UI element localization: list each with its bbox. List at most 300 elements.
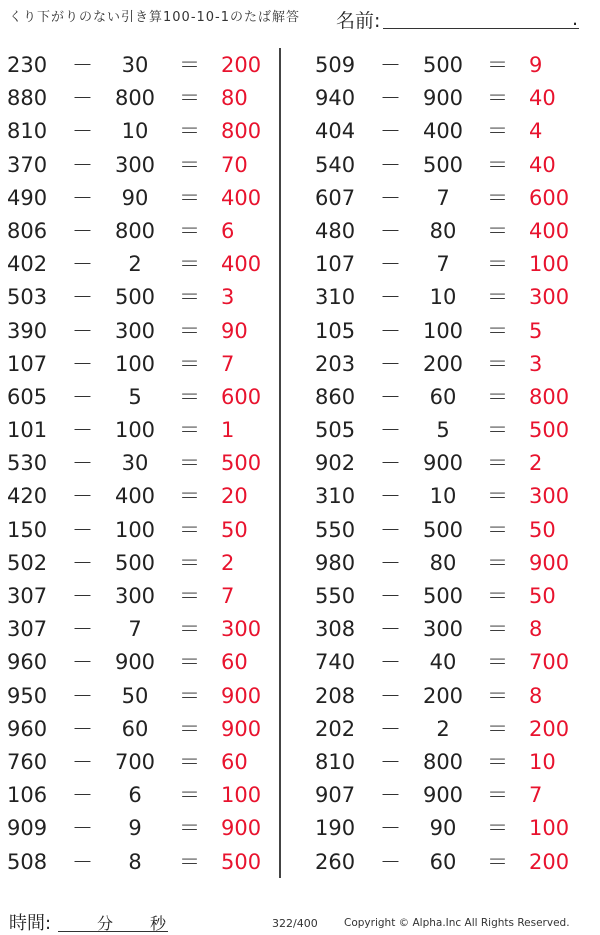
answer: 900 xyxy=(529,550,570,575)
answer: 50 xyxy=(529,584,556,608)
answer: 70 xyxy=(221,152,248,177)
equals-sign: ＝ xyxy=(179,252,200,277)
problem-row xyxy=(0,712,270,745)
problem-row xyxy=(0,413,270,446)
subtrahend: 500 xyxy=(114,285,156,310)
minuend: 310 xyxy=(315,484,356,509)
subtrahend: 300 xyxy=(114,318,156,343)
equals-sign: ＝ xyxy=(179,650,200,675)
answer: 500 xyxy=(529,418,570,443)
minus-sign: － xyxy=(380,451,401,476)
minuend: 307 xyxy=(7,617,48,642)
minus-sign: － xyxy=(72,517,93,542)
minus-sign: － xyxy=(380,617,401,642)
subtrahend: 10 xyxy=(429,484,457,509)
problem-row xyxy=(0,380,270,413)
problem-row xyxy=(0,645,270,678)
equals-sign: ＝ xyxy=(179,218,200,243)
answer: 100 xyxy=(221,783,262,808)
equals-sign: ＝ xyxy=(487,517,508,542)
answer: 500 xyxy=(221,451,262,476)
minuend: 105 xyxy=(315,318,356,343)
minuend: 980 xyxy=(315,550,356,575)
answer: 900 xyxy=(221,816,262,841)
answer: 900 xyxy=(221,716,262,741)
minuend: 950 xyxy=(7,683,48,708)
answer: 4 xyxy=(529,119,543,144)
subtrahend: 800 xyxy=(114,218,156,243)
answer: 500 xyxy=(221,849,262,874)
minus-sign: － xyxy=(380,185,401,210)
answer: 1 xyxy=(221,418,235,443)
minus-sign: － xyxy=(380,584,401,608)
equals-sign: ＝ xyxy=(487,584,508,608)
equals-sign: ＝ xyxy=(179,418,200,443)
equals-sign: ＝ xyxy=(179,384,200,409)
subtrahend: 40 xyxy=(429,650,457,675)
name-end-mark: . xyxy=(572,8,579,30)
minus-sign: － xyxy=(380,53,401,77)
problem-row xyxy=(0,778,270,811)
equals-sign: ＝ xyxy=(179,86,200,111)
minus-sign: － xyxy=(380,418,401,443)
minuend: 107 xyxy=(315,252,356,277)
problem-row xyxy=(0,280,270,313)
equals-sign: ＝ xyxy=(179,617,200,642)
minuend: 810 xyxy=(7,119,48,144)
subtrahend: 30 xyxy=(121,53,149,77)
equals-sign: ＝ xyxy=(179,716,200,741)
subtrahend: 50 xyxy=(121,683,149,708)
subtrahend: 800 xyxy=(114,86,156,111)
minuend: 150 xyxy=(7,517,48,542)
minus-sign: － xyxy=(72,218,93,243)
minus-sign: － xyxy=(72,86,93,111)
minuend: 740 xyxy=(315,650,356,675)
subtrahend: 90 xyxy=(121,185,149,210)
subtrahend: 2 xyxy=(436,716,450,741)
minus-sign: － xyxy=(72,384,93,409)
problem-row xyxy=(0,148,270,181)
minus-sign: － xyxy=(380,218,401,243)
problem-row xyxy=(0,81,270,114)
subtrahend: 9 xyxy=(128,816,142,841)
subtrahend: 30 xyxy=(121,451,149,476)
minutes-label: 分 xyxy=(97,914,114,933)
problem-row xyxy=(0,247,270,280)
problem-row xyxy=(308,546,578,579)
equals-sign: ＝ xyxy=(487,384,508,409)
answer: 700 xyxy=(529,650,570,675)
minus-sign: － xyxy=(72,185,93,210)
equals-sign: ＝ xyxy=(179,285,200,310)
problem-row xyxy=(0,679,270,712)
problem-row xyxy=(308,645,578,678)
answer: 6 xyxy=(221,218,235,243)
subtrahend: 10 xyxy=(429,285,457,310)
minuend: 402 xyxy=(7,252,48,277)
minuend: 480 xyxy=(315,218,356,243)
subtrahend: 800 xyxy=(422,749,464,774)
seconds-label: 秒 xyxy=(150,914,167,933)
subtrahend: 5 xyxy=(436,418,450,443)
minuend: 880 xyxy=(7,86,48,111)
minuend: 940 xyxy=(315,86,356,111)
answer: 40 xyxy=(529,152,556,177)
minuend: 607 xyxy=(315,185,356,210)
minus-sign: － xyxy=(380,252,401,277)
answer: 50 xyxy=(529,517,556,542)
answer: 400 xyxy=(221,185,262,210)
minuend: 502 xyxy=(7,550,48,575)
minus-sign: － xyxy=(380,783,401,808)
problem-row xyxy=(308,81,578,114)
minus-sign: － xyxy=(72,849,93,874)
problem-row xyxy=(0,811,270,844)
problem-row xyxy=(308,778,578,811)
minus-sign: － xyxy=(380,550,401,575)
minuend: 508 xyxy=(7,849,48,874)
problem-row xyxy=(0,612,270,645)
minus-sign: － xyxy=(72,285,93,310)
problem-row xyxy=(308,745,578,778)
answer: 200 xyxy=(529,849,570,874)
minuend: 101 xyxy=(7,418,48,443)
subtrahend: 200 xyxy=(422,351,464,376)
subtrahend: 200 xyxy=(422,683,464,708)
minus-sign: － xyxy=(380,484,401,509)
answer: 60 xyxy=(221,650,248,675)
name-area xyxy=(336,6,579,33)
equals-sign: ＝ xyxy=(487,185,508,210)
minuend: 490 xyxy=(7,185,48,210)
answer: 50 xyxy=(221,517,248,542)
minuend: 308 xyxy=(315,617,356,642)
minus-sign: － xyxy=(72,584,93,608)
minus-sign: － xyxy=(380,318,401,343)
problem-row xyxy=(0,347,270,380)
problems-right-column xyxy=(308,48,578,878)
problem-row xyxy=(308,280,578,313)
minus-sign: － xyxy=(380,849,401,874)
answer: 3 xyxy=(221,285,235,310)
minuend: 260 xyxy=(315,849,356,874)
minus-sign: － xyxy=(72,716,93,741)
subtrahend: 5 xyxy=(128,384,142,409)
minuend: 404 xyxy=(315,119,356,144)
page-count: 322/400 xyxy=(272,917,318,930)
minuend: 503 xyxy=(7,285,48,310)
problem-row xyxy=(308,413,578,446)
equals-sign: ＝ xyxy=(487,218,508,243)
problem-row xyxy=(308,380,578,413)
problem-row xyxy=(308,181,578,214)
minus-sign: － xyxy=(380,517,401,542)
minus-sign: － xyxy=(72,318,93,343)
column-divider xyxy=(279,48,281,878)
minuend: 909 xyxy=(7,816,48,841)
equals-sign: ＝ xyxy=(179,816,200,841)
answer: 200 xyxy=(221,53,262,77)
minus-sign: － xyxy=(72,749,93,774)
minus-sign: － xyxy=(380,119,401,144)
minus-sign: － xyxy=(380,816,401,841)
problem-row xyxy=(308,579,578,612)
answer: 8 xyxy=(529,683,543,708)
name-field[interactable] xyxy=(383,28,579,29)
problem-row xyxy=(308,811,578,844)
answer: 400 xyxy=(221,252,262,277)
problem-row xyxy=(0,513,270,546)
equals-sign: ＝ xyxy=(487,849,508,874)
worksheet-title: くり下がりのない引き算100-10-1のたば解答 xyxy=(9,10,301,25)
minuend: 810 xyxy=(315,749,356,774)
equals-sign: ＝ xyxy=(487,252,508,277)
minus-sign: － xyxy=(72,152,93,177)
minus-sign: － xyxy=(72,351,93,376)
minuend: 540 xyxy=(315,152,356,177)
answer: 7 xyxy=(221,351,235,376)
subtrahend: 300 xyxy=(114,584,156,608)
minuend: 390 xyxy=(7,318,48,343)
minuend: 907 xyxy=(315,783,356,808)
minus-sign: － xyxy=(380,650,401,675)
equals-sign: ＝ xyxy=(179,451,200,476)
minuend: 550 xyxy=(315,517,356,542)
problem-row xyxy=(0,214,270,247)
subtrahend: 80 xyxy=(429,218,457,243)
equals-sign: ＝ xyxy=(179,517,200,542)
answer: 200 xyxy=(529,716,570,741)
equals-sign: ＝ xyxy=(179,849,200,874)
equals-sign: ＝ xyxy=(179,53,200,77)
minus-sign: － xyxy=(380,716,401,741)
equals-sign: ＝ xyxy=(179,584,200,608)
minus-sign: － xyxy=(380,86,401,111)
minuend: 107 xyxy=(7,351,48,376)
problem-row xyxy=(0,579,270,612)
answer: 80 xyxy=(221,86,248,111)
subtrahend: 10 xyxy=(121,119,149,144)
problem-row xyxy=(308,446,578,479)
minus-sign: － xyxy=(72,783,93,808)
problems-left-column xyxy=(0,48,270,878)
minuend: 806 xyxy=(7,218,48,243)
minuend: 230 xyxy=(7,53,48,77)
equals-sign: ＝ xyxy=(487,285,508,310)
subtrahend: 2 xyxy=(128,252,142,277)
answer: 2 xyxy=(221,550,235,575)
equals-sign: ＝ xyxy=(487,418,508,443)
equals-sign: ＝ xyxy=(179,152,200,177)
equals-sign: ＝ xyxy=(179,550,200,575)
minus-sign: － xyxy=(380,683,401,708)
subtrahend: 700 xyxy=(114,749,156,774)
problem-row xyxy=(0,181,270,214)
problem-row xyxy=(308,314,578,347)
subtrahend: 400 xyxy=(114,484,156,509)
minuend: 106 xyxy=(7,783,48,808)
problem-row xyxy=(308,513,578,546)
subtrahend: 900 xyxy=(114,650,156,675)
subtrahend: 90 xyxy=(429,816,457,841)
minuend: 550 xyxy=(315,584,356,608)
minus-sign: － xyxy=(72,484,93,509)
equals-sign: ＝ xyxy=(179,683,200,708)
minuend: 203 xyxy=(315,351,356,376)
answer: 900 xyxy=(221,683,262,708)
minus-sign: － xyxy=(380,351,401,376)
subtrahend: 100 xyxy=(422,318,464,343)
equals-sign: ＝ xyxy=(179,318,200,343)
subtrahend: 500 xyxy=(422,517,464,542)
subtrahend: 80 xyxy=(429,550,457,575)
equals-sign: ＝ xyxy=(487,650,508,675)
problem-row xyxy=(308,114,578,147)
subtrahend: 60 xyxy=(429,384,457,409)
minuend: 509 xyxy=(315,53,356,77)
equals-sign: ＝ xyxy=(487,550,508,575)
equals-sign: ＝ xyxy=(179,484,200,509)
minuend: 370 xyxy=(7,152,48,177)
problem-row xyxy=(0,845,270,878)
problem-row xyxy=(0,314,270,347)
minuend: 208 xyxy=(315,683,356,708)
answer: 300 xyxy=(529,285,570,310)
subtrahend: 500 xyxy=(422,152,464,177)
answer: 600 xyxy=(529,185,570,210)
name-label: 名前: xyxy=(336,10,381,32)
answer: 300 xyxy=(221,617,262,642)
answer: 300 xyxy=(529,484,570,509)
equals-sign: ＝ xyxy=(487,119,508,144)
answer: 800 xyxy=(221,119,262,144)
equals-sign: ＝ xyxy=(487,86,508,111)
subtrahend: 900 xyxy=(422,86,464,111)
answer: 7 xyxy=(221,584,235,608)
problem-row xyxy=(308,148,578,181)
problem-row xyxy=(308,845,578,878)
equals-sign: ＝ xyxy=(487,617,508,642)
answer: 10 xyxy=(529,749,556,774)
answer: 5 xyxy=(529,318,543,343)
answer: 20 xyxy=(221,484,248,509)
problem-row xyxy=(0,446,270,479)
problem-row xyxy=(308,214,578,247)
minus-sign: － xyxy=(72,119,93,144)
problem-row xyxy=(308,712,578,745)
subtrahend: 300 xyxy=(422,617,464,642)
minus-sign: － xyxy=(72,53,93,77)
answer: 800 xyxy=(529,384,570,409)
subtrahend: 100 xyxy=(114,418,156,443)
minus-sign: － xyxy=(380,152,401,177)
problem-row xyxy=(0,546,270,579)
equals-sign: ＝ xyxy=(487,716,508,741)
answer: 3 xyxy=(529,351,543,376)
answer: 2 xyxy=(529,451,543,476)
minuend: 760 xyxy=(7,749,48,774)
equals-sign: ＝ xyxy=(487,783,508,808)
minus-sign: － xyxy=(72,816,93,841)
subtrahend: 100 xyxy=(114,351,156,376)
equals-sign: ＝ xyxy=(179,749,200,774)
subtrahend: 400 xyxy=(422,119,464,144)
answer: 60 xyxy=(221,749,248,774)
equals-sign: ＝ xyxy=(487,816,508,841)
equals-sign: ＝ xyxy=(487,683,508,708)
problem-row xyxy=(308,479,578,512)
answer: 100 xyxy=(529,816,570,841)
equals-sign: ＝ xyxy=(487,318,508,343)
equals-sign: ＝ xyxy=(487,451,508,476)
problem-row xyxy=(0,745,270,778)
subtrahend: 60 xyxy=(429,849,457,874)
subtrahend: 7 xyxy=(436,252,450,277)
problem-row xyxy=(0,479,270,512)
minuend: 530 xyxy=(7,451,48,476)
problem-row xyxy=(308,247,578,280)
minus-sign: － xyxy=(380,749,401,774)
answer: 8 xyxy=(529,617,543,642)
minuend: 202 xyxy=(315,716,356,741)
minus-sign: － xyxy=(72,617,93,642)
problem-row xyxy=(308,347,578,380)
subtrahend: 900 xyxy=(422,783,464,808)
answer: 7 xyxy=(529,783,543,808)
subtrahend: 900 xyxy=(422,451,464,476)
footer xyxy=(0,905,600,935)
minuend: 190 xyxy=(315,816,356,841)
time-label: 時間: xyxy=(9,913,52,934)
subtrahend: 500 xyxy=(114,550,156,575)
equals-sign: ＝ xyxy=(487,152,508,177)
minuend: 902 xyxy=(315,451,356,476)
minuend: 960 xyxy=(7,716,48,741)
minus-sign: － xyxy=(380,384,401,409)
problem-row xyxy=(0,48,270,81)
equals-sign: ＝ xyxy=(487,351,508,376)
equals-sign: ＝ xyxy=(179,119,200,144)
problem-row xyxy=(308,48,578,81)
subtrahend: 7 xyxy=(128,617,142,642)
equals-sign: ＝ xyxy=(179,185,200,210)
minuend: 310 xyxy=(315,285,356,310)
equals-sign: ＝ xyxy=(179,783,200,808)
answer: 100 xyxy=(529,252,570,277)
minuend: 307 xyxy=(7,584,48,608)
answer: 600 xyxy=(221,384,262,409)
copyright-notice: Copyright © Alpha.Inc All Rights Reserved. xyxy=(344,917,570,929)
subtrahend: 500 xyxy=(422,53,464,77)
minuend: 505 xyxy=(315,418,356,443)
subtrahend: 7 xyxy=(436,185,450,210)
equals-sign: ＝ xyxy=(487,53,508,77)
subtrahend: 300 xyxy=(114,152,156,177)
subtrahend: 500 xyxy=(422,584,464,608)
problem-row xyxy=(308,679,578,712)
minus-sign: － xyxy=(72,550,93,575)
subtrahend: 6 xyxy=(128,783,142,808)
equals-sign: ＝ xyxy=(179,351,200,376)
equals-sign: ＝ xyxy=(487,749,508,774)
minus-sign: － xyxy=(72,683,93,708)
subtrahend: 60 xyxy=(121,716,149,741)
subtrahend: 8 xyxy=(128,849,142,874)
answer: 40 xyxy=(529,86,556,111)
minus-sign: － xyxy=(72,418,93,443)
minuend: 960 xyxy=(7,650,48,675)
